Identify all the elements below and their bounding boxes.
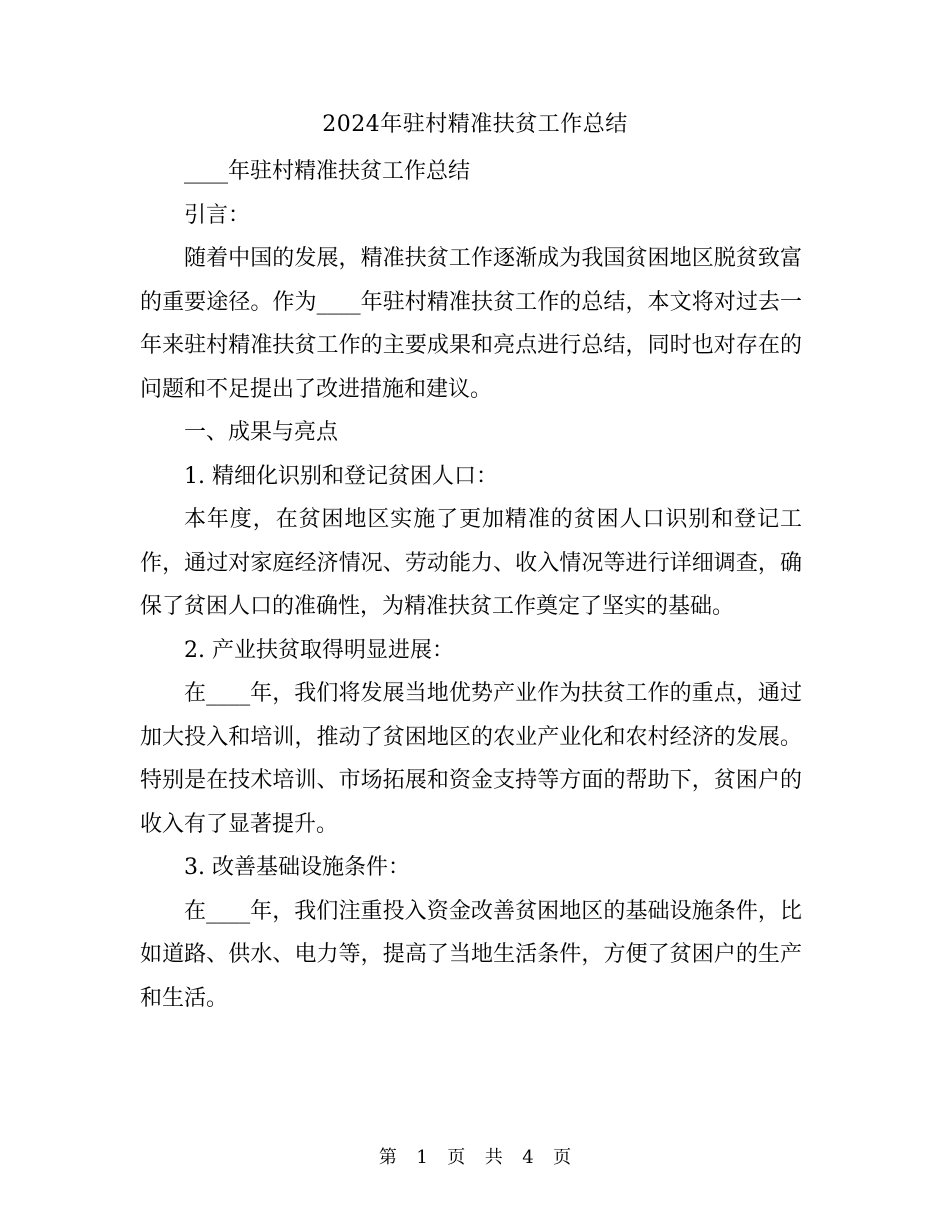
item-paragraph-1: 本年度，在贫困地区实施了更加精准的贫困人口识别和登记工作，通过对家庭经济情况、劳动能力、收入情况等进行详细调查，确保了贫困人口的准确性，为精准扶贫工作奠定了坚实的基础。 (140, 507, 802, 619)
item-heading-2: 2. 产业扶贫取得明显进展： (184, 637, 454, 663)
document-body (140, 150, 802, 1020)
item-heading-1: 1. 精细化识别和登记贫困人口： (184, 463, 498, 489)
footer-current-page: 1 (416, 1147, 428, 1168)
footer-page-prefix: 第 (378, 1147, 397, 1168)
footer-total-suffix: 页 (553, 1147, 572, 1168)
footer-page-word: 页 (447, 1147, 466, 1168)
section-heading-achievements: 一、成果与亮点 (184, 420, 339, 445)
item-paragraph-2: 在____年，我们将发展当地优势产业作为扶贫工作的重点，通过加大投入和培训，推动了贫困地区的农业产业化和农村经济的发展。特别是在技术培训、市场拓展和资金支持等方面的帮助下，贫困户的收入有了显著提升。 (140, 681, 802, 837)
item-paragraph-3: 在____年，我们注重投入资金改善贫困地区的基础设施条件，比如道路、供水、电力等，提高了当地生活条件，方便了贫困户的生产和生活。 (140, 898, 802, 1011)
footer-total-prefix: 共 (484, 1147, 503, 1168)
document-title: 2024年驻村精准扶贫工作总结 (322, 112, 628, 137)
item-heading-3: 3. 改善基础设施条件： (184, 855, 410, 880)
paragraph-intro: 随着中国的发展，精准扶贫工作逐渐成为我国贫困地区脱贫致富的重要途径。作为____年驻村精准扶贫工作的总结，本文将对过去一年来驻村精准扶贫工作的主要成果和亮点进行总结，同时也对存在的问题和不足提出了改进措施和建议。 (140, 246, 802, 402)
paragraph-intro-heading: 引言： (184, 202, 251, 228)
footer-total-pages: 4 (522, 1147, 534, 1168)
page-footer (0, 1143, 950, 1173)
paragraph-subtitle: ____年驻村精准扶贫工作总结 (184, 159, 471, 184)
